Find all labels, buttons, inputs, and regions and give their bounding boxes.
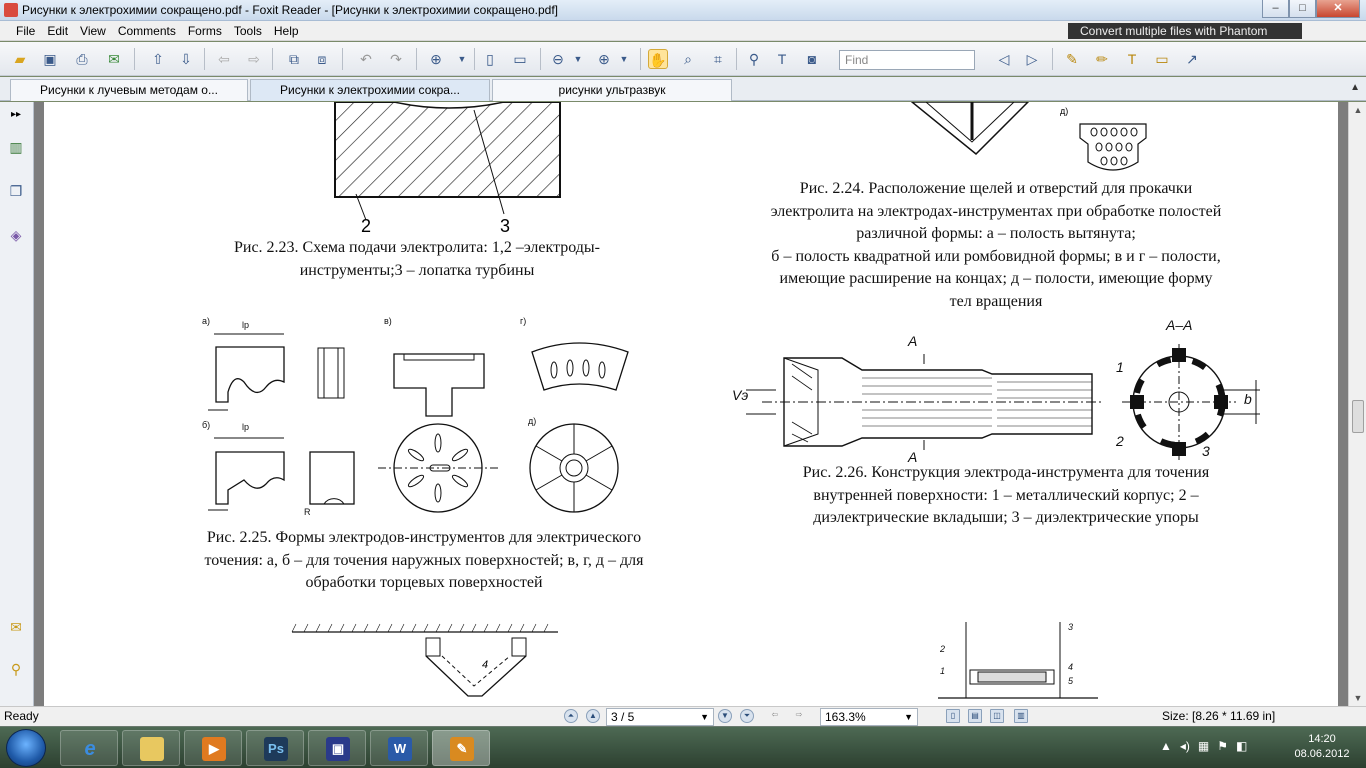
find-input[interactable]: Find bbox=[839, 50, 975, 70]
fit-width-icon[interactable]: ▭ bbox=[513, 51, 527, 67]
find-next-icon[interactable]: ▷ bbox=[1026, 51, 1038, 67]
caption-line: Рис. 2.25. Формы электродов-инструментов для электрического bbox=[206, 529, 642, 546]
panel-expand-icon[interactable]: ▸▸ bbox=[10, 109, 22, 120]
email-icon[interactable]: ✉ bbox=[108, 51, 120, 67]
taskbar-word[interactable] bbox=[370, 730, 428, 766]
menu-edit[interactable]: Edit bbox=[47, 24, 69, 38]
fig225-label-lp2: lp bbox=[242, 422, 250, 432]
search-binoculars-icon[interactable]: ⚲ bbox=[748, 51, 760, 67]
print-icon[interactable]: ⎙ bbox=[76, 51, 88, 67]
next-page-nav-icon[interactable]: ▼ bbox=[718, 709, 732, 723]
fig226-label-aa: А–А bbox=[1166, 317, 1193, 333]
clock-date: 08.06.2012 bbox=[1294, 748, 1350, 760]
window-title: Рисунки к электрохимии сокращено.pdf - Foxit Reader - [Рисунки к электрохимии сокращено.pdf] bbox=[22, 3, 559, 17]
zoom-out-icon[interactable]: ⊖ bbox=[552, 51, 564, 67]
fig225-label-g: г) bbox=[520, 316, 527, 326]
fig-bottom-right-label-2: 2 bbox=[940, 644, 946, 654]
find-previous-icon[interactable]: ◁ bbox=[998, 51, 1010, 67]
attachments-icon[interactable]: ⚲ bbox=[10, 661, 22, 677]
word-icon: W bbox=[388, 737, 412, 761]
taskbar-explorer[interactable] bbox=[122, 730, 180, 766]
open-icon[interactable]: ▰ bbox=[14, 51, 26, 67]
continuous-icon[interactable]: ▤ bbox=[968, 709, 982, 723]
forward-icon[interactable]: ⇨ bbox=[248, 51, 260, 67]
continuous-facing-icon[interactable]: ▥ bbox=[1014, 709, 1028, 723]
next-page-icon[interactable]: ⇩ bbox=[180, 51, 192, 67]
fig226-label-a-bottom: А bbox=[908, 449, 918, 464]
page-number-value: 3 / 5 bbox=[611, 710, 635, 724]
save-icon[interactable]: ▣ bbox=[43, 51, 57, 67]
hand-tool-icon[interactable]: ✋ bbox=[648, 49, 668, 69]
history-back-icon[interactable]: ⇦ bbox=[771, 710, 779, 719]
document-tab-bar bbox=[0, 77, 1366, 101]
internet-explorer-icon: e bbox=[84, 738, 96, 760]
comment-tool-icon[interactable]: ✎ bbox=[1066, 51, 1078, 67]
menu-comments[interactable]: Comments bbox=[117, 24, 176, 38]
fig225-label-v: в) bbox=[384, 316, 392, 326]
caption-line: электролита на электродах-инструментах при обработке полостей bbox=[770, 202, 1222, 220]
figure-2-24 bbox=[910, 102, 1200, 178]
volume-icon[interactable]: ◂) bbox=[1179, 739, 1190, 753]
pdf-page bbox=[44, 102, 1338, 706]
toolbar bbox=[0, 42, 1366, 76]
caption-line: диэлектрические вкладыши; 3 – диэлектрические упоры bbox=[813, 509, 1199, 526]
zoom-field[interactable] bbox=[820, 708, 918, 726]
title-bar bbox=[0, 0, 1366, 21]
single-page-icon[interactable]: ▯ bbox=[946, 709, 960, 723]
pencil-icon[interactable]: ✏ bbox=[1096, 51, 1108, 67]
fig-bottom-right-label-1: 1 bbox=[940, 666, 946, 676]
fig224-caption bbox=[686, 178, 1306, 313]
media-player-icon: ▶ bbox=[202, 737, 226, 761]
camera-icon[interactable]: ◙ bbox=[807, 51, 817, 67]
vertical-scrollbar[interactable] bbox=[1348, 102, 1366, 706]
figure-bottom-left bbox=[282, 620, 566, 706]
system-tray bbox=[1160, 739, 1247, 753]
caption-line: тел вращения bbox=[949, 292, 1043, 310]
zoom-field-dropdown-icon[interactable]: ▼ bbox=[904, 712, 913, 722]
folder-icon bbox=[140, 737, 164, 761]
document-viewer[interactable] bbox=[34, 102, 1348, 706]
insert-icon[interactable]: ⧈ bbox=[317, 51, 327, 67]
clock-time: 14:20 bbox=[1308, 733, 1336, 745]
network-icon[interactable]: ▦ bbox=[1197, 739, 1210, 753]
fig225-label-d: д) bbox=[528, 416, 537, 426]
scroll-down-icon[interactable]: ▼ bbox=[1353, 693, 1363, 703]
facing-icon[interactable]: ◫ bbox=[990, 709, 1004, 723]
note-icon[interactable]: ▭ bbox=[1155, 51, 1169, 67]
caption-line: Рис. 2.26. Конструкция электрода-инструмента для точения bbox=[802, 464, 1210, 481]
select-text-icon[interactable]: ⌕ bbox=[684, 51, 692, 67]
language-icon[interactable]: ◧ bbox=[1236, 739, 1248, 753]
prev-page-icon[interactable]: ▲ bbox=[586, 709, 600, 723]
fig226-label-3: 3 bbox=[1202, 443, 1210, 459]
caption-line: б – полость квадратной или ромбовидной формы; в и г – полости, bbox=[771, 247, 1221, 265]
foxit-icon: ✎ bbox=[450, 737, 474, 761]
zoom-in-tool-icon[interactable]: ⊕ bbox=[430, 51, 442, 67]
first-page-icon[interactable]: ⏶ bbox=[564, 709, 578, 723]
figure-2-25 bbox=[194, 312, 644, 527]
fig-bottom-right-label-4: 4 bbox=[1068, 662, 1074, 672]
caption-line: инструменты;3 – лопатка турбины bbox=[299, 261, 535, 279]
taskbar-foxit[interactable] bbox=[432, 730, 490, 766]
zoom-dropdown-icon[interactable]: ▼ bbox=[457, 54, 467, 64]
caption-line: внутренней поверхности: 1 – металлический корпус; 2 – bbox=[813, 486, 1199, 504]
undo-icon[interactable]: ↶ bbox=[360, 51, 372, 67]
floppy-icon: ▣ bbox=[326, 737, 350, 761]
caption-line: обработки торцевых поверхностей bbox=[305, 574, 543, 591]
tab-scroll-icon[interactable]: ▲ bbox=[1350, 82, 1360, 93]
figure-2-23 bbox=[334, 102, 574, 234]
history-forward-icon[interactable]: ⇨ bbox=[795, 710, 803, 719]
snapshot-icon[interactable]: ⌗ bbox=[714, 51, 722, 67]
extract-icon[interactable]: ⧉ bbox=[289, 51, 299, 67]
fig225-label-a: а) bbox=[202, 316, 211, 326]
figure-bottom-right bbox=[918, 618, 1118, 706]
scroll-up-icon[interactable]: ▲ bbox=[1353, 105, 1363, 115]
page-number-field[interactable] bbox=[606, 708, 714, 726]
tab-ultrazvuk[interactable]: рисунки ультразвук bbox=[492, 79, 732, 101]
caption-line: различной формы: а – полость вытянута; bbox=[856, 225, 1136, 242]
menu-help[interactable]: Help bbox=[273, 24, 299, 38]
scroll-thumb[interactable] bbox=[1352, 400, 1364, 433]
menu-view[interactable]: View bbox=[80, 24, 106, 38]
tab-luchevye[interactable]: Рисунки к лучевым методам о... bbox=[10, 79, 248, 101]
caption-line: точения: а, б – для точения наружных поверхностей; в, г, д – для bbox=[204, 551, 644, 569]
start-button[interactable] bbox=[6, 729, 46, 767]
fig226-caption bbox=[726, 462, 1286, 530]
fig223-label-3: 3 bbox=[500, 216, 511, 234]
fig-bottom-right-label-3: 3 bbox=[1068, 622, 1074, 632]
redo-icon[interactable]: ↷ bbox=[390, 51, 402, 67]
taskbar-media[interactable] bbox=[184, 730, 242, 766]
status-text: Ready bbox=[4, 709, 39, 723]
foxit-app-icon bbox=[4, 3, 18, 17]
fig223-label-2: 2 bbox=[361, 216, 372, 234]
fig-bottom-right-label-5: 5 bbox=[1068, 676, 1074, 686]
menu-file[interactable]: File bbox=[16, 24, 36, 38]
window-controls bbox=[1262, 0, 1360, 18]
fig224-label-d: д) bbox=[1060, 106, 1069, 116]
back-icon[interactable]: ⇦ bbox=[218, 51, 230, 67]
zoom-in-icon[interactable]: ⊕ bbox=[598, 51, 610, 67]
bookmarks-icon[interactable]: ▥ bbox=[9, 139, 23, 155]
caption-line: Рис. 2.23. Схема подачи электролита: 1,2 –электроды- bbox=[233, 239, 601, 256]
fig223-caption bbox=[152, 237, 682, 282]
action-center-icon[interactable]: ⚑ bbox=[1217, 739, 1229, 753]
last-page-icon[interactable]: ⏷ bbox=[740, 709, 754, 723]
fig225-label-lp1: lp bbox=[242, 320, 250, 330]
taskbar bbox=[0, 726, 1366, 768]
fig226-label-2: 2 bbox=[1116, 433, 1124, 449]
caption-line: имеющие расширение на концах; д – полости, имеющие форму bbox=[779, 270, 1213, 287]
figure-2-26 bbox=[732, 314, 1272, 464]
taskbar-save[interactable] bbox=[308, 730, 366, 766]
zoom-value: 163.3% bbox=[825, 710, 866, 724]
taskbar-photoshop[interactable] bbox=[246, 730, 304, 766]
close-button[interactable]: ✕ bbox=[1316, 0, 1360, 18]
layers-icon[interactable]: ◈ bbox=[10, 227, 22, 243]
comments-panel-icon[interactable]: ✉ bbox=[10, 619, 22, 635]
fig225-label-b: б) bbox=[202, 420, 211, 430]
tray-expand-icon[interactable]: ▲ bbox=[1160, 739, 1172, 753]
page-dropdown-icon[interactable]: ▼ bbox=[700, 712, 709, 722]
photoshop-icon: Ps bbox=[264, 737, 288, 761]
menu-bar bbox=[0, 21, 1366, 41]
fig225-label-r: R bbox=[304, 507, 311, 517]
fig225-caption bbox=[139, 527, 709, 595]
typewriter-icon[interactable]: T bbox=[777, 51, 787, 67]
fig226-label-1: 1 bbox=[1116, 359, 1124, 375]
pages-icon[interactable]: ❐ bbox=[9, 183, 23, 199]
fig-bottom-left-label-4: 4 bbox=[482, 659, 489, 671]
promo-banner[interactable]: Convert multiple files with Phantom bbox=[1068, 23, 1302, 39]
status-bar bbox=[0, 706, 1366, 726]
taskbar-ie[interactable] bbox=[60, 730, 118, 766]
page-size-text: Size: [8.26 * 11.69 in] bbox=[1162, 709, 1276, 723]
maximize-button[interactable]: □ bbox=[1289, 0, 1316, 18]
fig226-label-a-top: А bbox=[908, 333, 918, 349]
navigation-panel bbox=[0, 102, 34, 706]
menu-tools[interactable]: Tools bbox=[233, 24, 262, 38]
minimize-button[interactable]: – bbox=[1262, 0, 1289, 18]
zoom-out-dropdown-icon[interactable]: ▼ bbox=[573, 54, 583, 64]
tab-elektrohimiya[interactable] bbox=[250, 79, 490, 101]
menu-forms[interactable]: Forms bbox=[187, 24, 222, 38]
zoom-in-dropdown-icon[interactable]: ▼ bbox=[619, 54, 629, 64]
tab-label: Рисунки к электрохимии сокра... bbox=[280, 83, 460, 97]
arrow-tool-icon[interactable]: ↗ bbox=[1186, 51, 1198, 67]
fit-page-icon[interactable]: ▯ bbox=[486, 51, 494, 67]
fig226-label-b: b bbox=[1244, 391, 1252, 407]
textbox-icon[interactable]: T bbox=[1127, 51, 1137, 67]
clock[interactable] bbox=[1284, 732, 1360, 762]
caption-line: Рис. 2.24. Расположение щелей и отверстий для прокачки bbox=[799, 180, 1193, 197]
previous-page-icon[interactable]: ⇧ bbox=[152, 51, 164, 67]
fig226-label-v: Vэ bbox=[732, 387, 749, 403]
